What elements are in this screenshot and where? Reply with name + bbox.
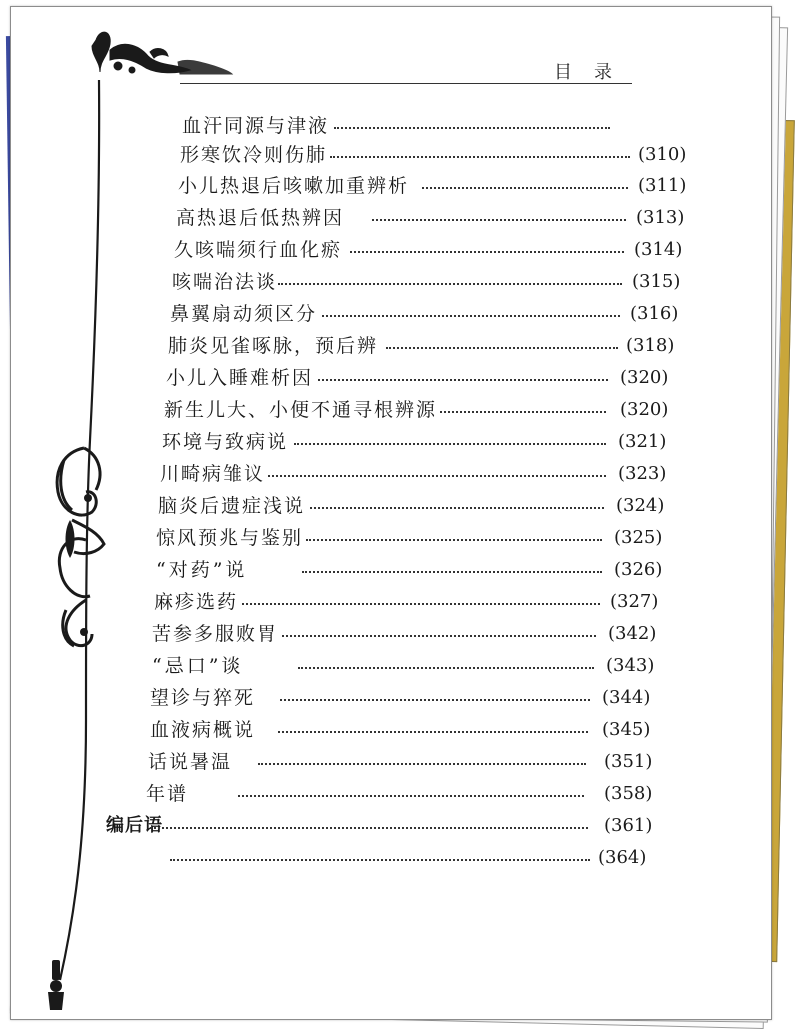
toc-leader-dots bbox=[170, 859, 590, 861]
toc-entry bbox=[106, 813, 666, 839]
toc-leader-dots bbox=[302, 571, 602, 573]
toc-entry-title: 年谱 bbox=[146, 783, 189, 805]
toc-entry-page: (358) bbox=[604, 783, 653, 804]
toc-entry bbox=[152, 621, 664, 647]
toc-entry-title: 小儿入睡难析因 bbox=[166, 367, 314, 389]
toc-entry-title: 形寒饮冷则伤肺 bbox=[180, 144, 328, 166]
toc-leader-dots bbox=[334, 127, 610, 129]
toc-entry-page: (324) bbox=[616, 495, 665, 516]
toc-entry bbox=[162, 429, 674, 455]
toc-entry-title: 肺炎见雀啄脉，预后辨 bbox=[168, 335, 379, 357]
toc-leader-dots bbox=[294, 443, 606, 445]
toc-entry-title: 血汗同源与津液 bbox=[182, 115, 330, 137]
toc-entry-page: (342) bbox=[608, 623, 657, 644]
toc-entry bbox=[150, 685, 662, 711]
toc-leader-dots bbox=[298, 667, 594, 669]
toc-entry-page: (345) bbox=[602, 719, 651, 740]
toc-entry-page: (325) bbox=[614, 527, 663, 548]
toc-entry bbox=[148, 749, 660, 775]
toc-entry-page: (351) bbox=[604, 751, 653, 772]
toc-entry-page: (311) bbox=[638, 175, 687, 196]
toc-entry-title: 环境与致病说 bbox=[162, 431, 289, 453]
toc-entry-title: 川畸病雏议 bbox=[160, 463, 266, 485]
toc-entry bbox=[182, 113, 612, 139]
toc-entry-title: “对药”说 bbox=[156, 559, 248, 581]
toc-leader-dots bbox=[350, 251, 624, 253]
toc-leader-dots bbox=[330, 156, 630, 158]
toc-entry-page: (327) bbox=[610, 591, 659, 612]
toc-entry bbox=[146, 781, 658, 807]
toc-entry-title: 话说暑温 bbox=[148, 751, 233, 773]
toc-leader-dots bbox=[278, 283, 622, 285]
toc-leader-dots bbox=[258, 763, 586, 765]
toc-entry-page: (364) bbox=[598, 847, 647, 868]
toc-entry bbox=[160, 461, 672, 487]
toc-leader-dots bbox=[386, 347, 618, 349]
toc-entry-title: 鼻翼扇动须区分 bbox=[170, 303, 318, 325]
toc-entry-page: (343) bbox=[606, 655, 655, 676]
toc-entry bbox=[180, 142, 690, 168]
toc-entry-title: 惊风预兆与鉴别 bbox=[156, 527, 304, 549]
toc-entry bbox=[168, 333, 680, 359]
toc-entry bbox=[150, 717, 662, 743]
toc-entry bbox=[170, 301, 682, 327]
toc-entry-page: (313) bbox=[636, 207, 685, 228]
toc-entry bbox=[156, 525, 668, 551]
toc-entry bbox=[156, 557, 668, 583]
toc-entry-title: 望诊与猝死 bbox=[150, 687, 256, 709]
header-title: 目录 bbox=[554, 62, 634, 83]
toc-entry-title: 脑炎后遗症浅说 bbox=[158, 495, 306, 517]
toc-entry-page: (316) bbox=[630, 303, 679, 324]
toc-entry-page: (315) bbox=[632, 271, 681, 292]
toc-leader-dots bbox=[150, 827, 588, 829]
toc-entry bbox=[152, 653, 664, 679]
toc-entry-page: (314) bbox=[634, 239, 683, 260]
toc-leader-dots bbox=[318, 379, 608, 381]
toc-leader-dots bbox=[422, 187, 628, 189]
toc-entry-page: (320) bbox=[620, 367, 669, 388]
toc-leader-dots bbox=[322, 315, 620, 317]
toc-leader-dots bbox=[440, 411, 606, 413]
toc-entry-page: (310) bbox=[638, 144, 687, 165]
toc-entry-title: 新生儿大、小便不通寻根辨源 bbox=[164, 399, 438, 421]
toc-entry bbox=[164, 397, 676, 423]
toc-entry bbox=[176, 205, 686, 231]
toc-entry-page: (326) bbox=[614, 559, 663, 580]
toc-entry bbox=[104, 845, 664, 871]
toc-entry bbox=[166, 365, 678, 391]
toc-entry-page: (323) bbox=[618, 463, 667, 484]
toc-entry-page: (318) bbox=[626, 335, 675, 356]
toc-entry-page: (321) bbox=[618, 431, 667, 452]
toc-leader-dots bbox=[268, 475, 606, 477]
toc-entry-title: 苦参多服败胃 bbox=[152, 623, 279, 645]
toc-entry-title: 麻疹选药 bbox=[154, 591, 239, 613]
toc-entry-title: 久咳喘须行血化瘀 bbox=[174, 239, 343, 261]
toc-entry-page: (320) bbox=[620, 399, 669, 420]
toc-entry-title: “忌口”谈 bbox=[152, 655, 244, 677]
toc-leader-dots bbox=[310, 507, 604, 509]
toc-leader-dots bbox=[306, 539, 602, 541]
toc-entry-title: 高热退后低热辨因 bbox=[176, 207, 345, 229]
toc-entry-title: 血液病概说 bbox=[150, 719, 256, 741]
toc-entry bbox=[154, 589, 666, 615]
toc-leader-dots bbox=[280, 699, 590, 701]
toc-entry-title: 小儿热退后咳嗽加重辨析 bbox=[178, 175, 410, 197]
toc-leader-dots bbox=[278, 731, 588, 733]
toc-leader-dots bbox=[242, 603, 600, 605]
toc-entry-page: (344) bbox=[602, 687, 651, 708]
toc-entry bbox=[174, 237, 684, 263]
toc-entry-page: (361) bbox=[604, 815, 653, 836]
toc-leader-dots bbox=[372, 219, 626, 221]
toc-entry-title: 编后语 bbox=[106, 815, 163, 836]
toc-entry-title: 咳喘治法谈 bbox=[172, 271, 278, 293]
toc-entry bbox=[158, 493, 670, 519]
toc-leader-dots bbox=[282, 635, 596, 637]
toc-leader-dots bbox=[238, 795, 584, 797]
toc-entry bbox=[178, 173, 688, 199]
toc-entry bbox=[172, 269, 682, 295]
